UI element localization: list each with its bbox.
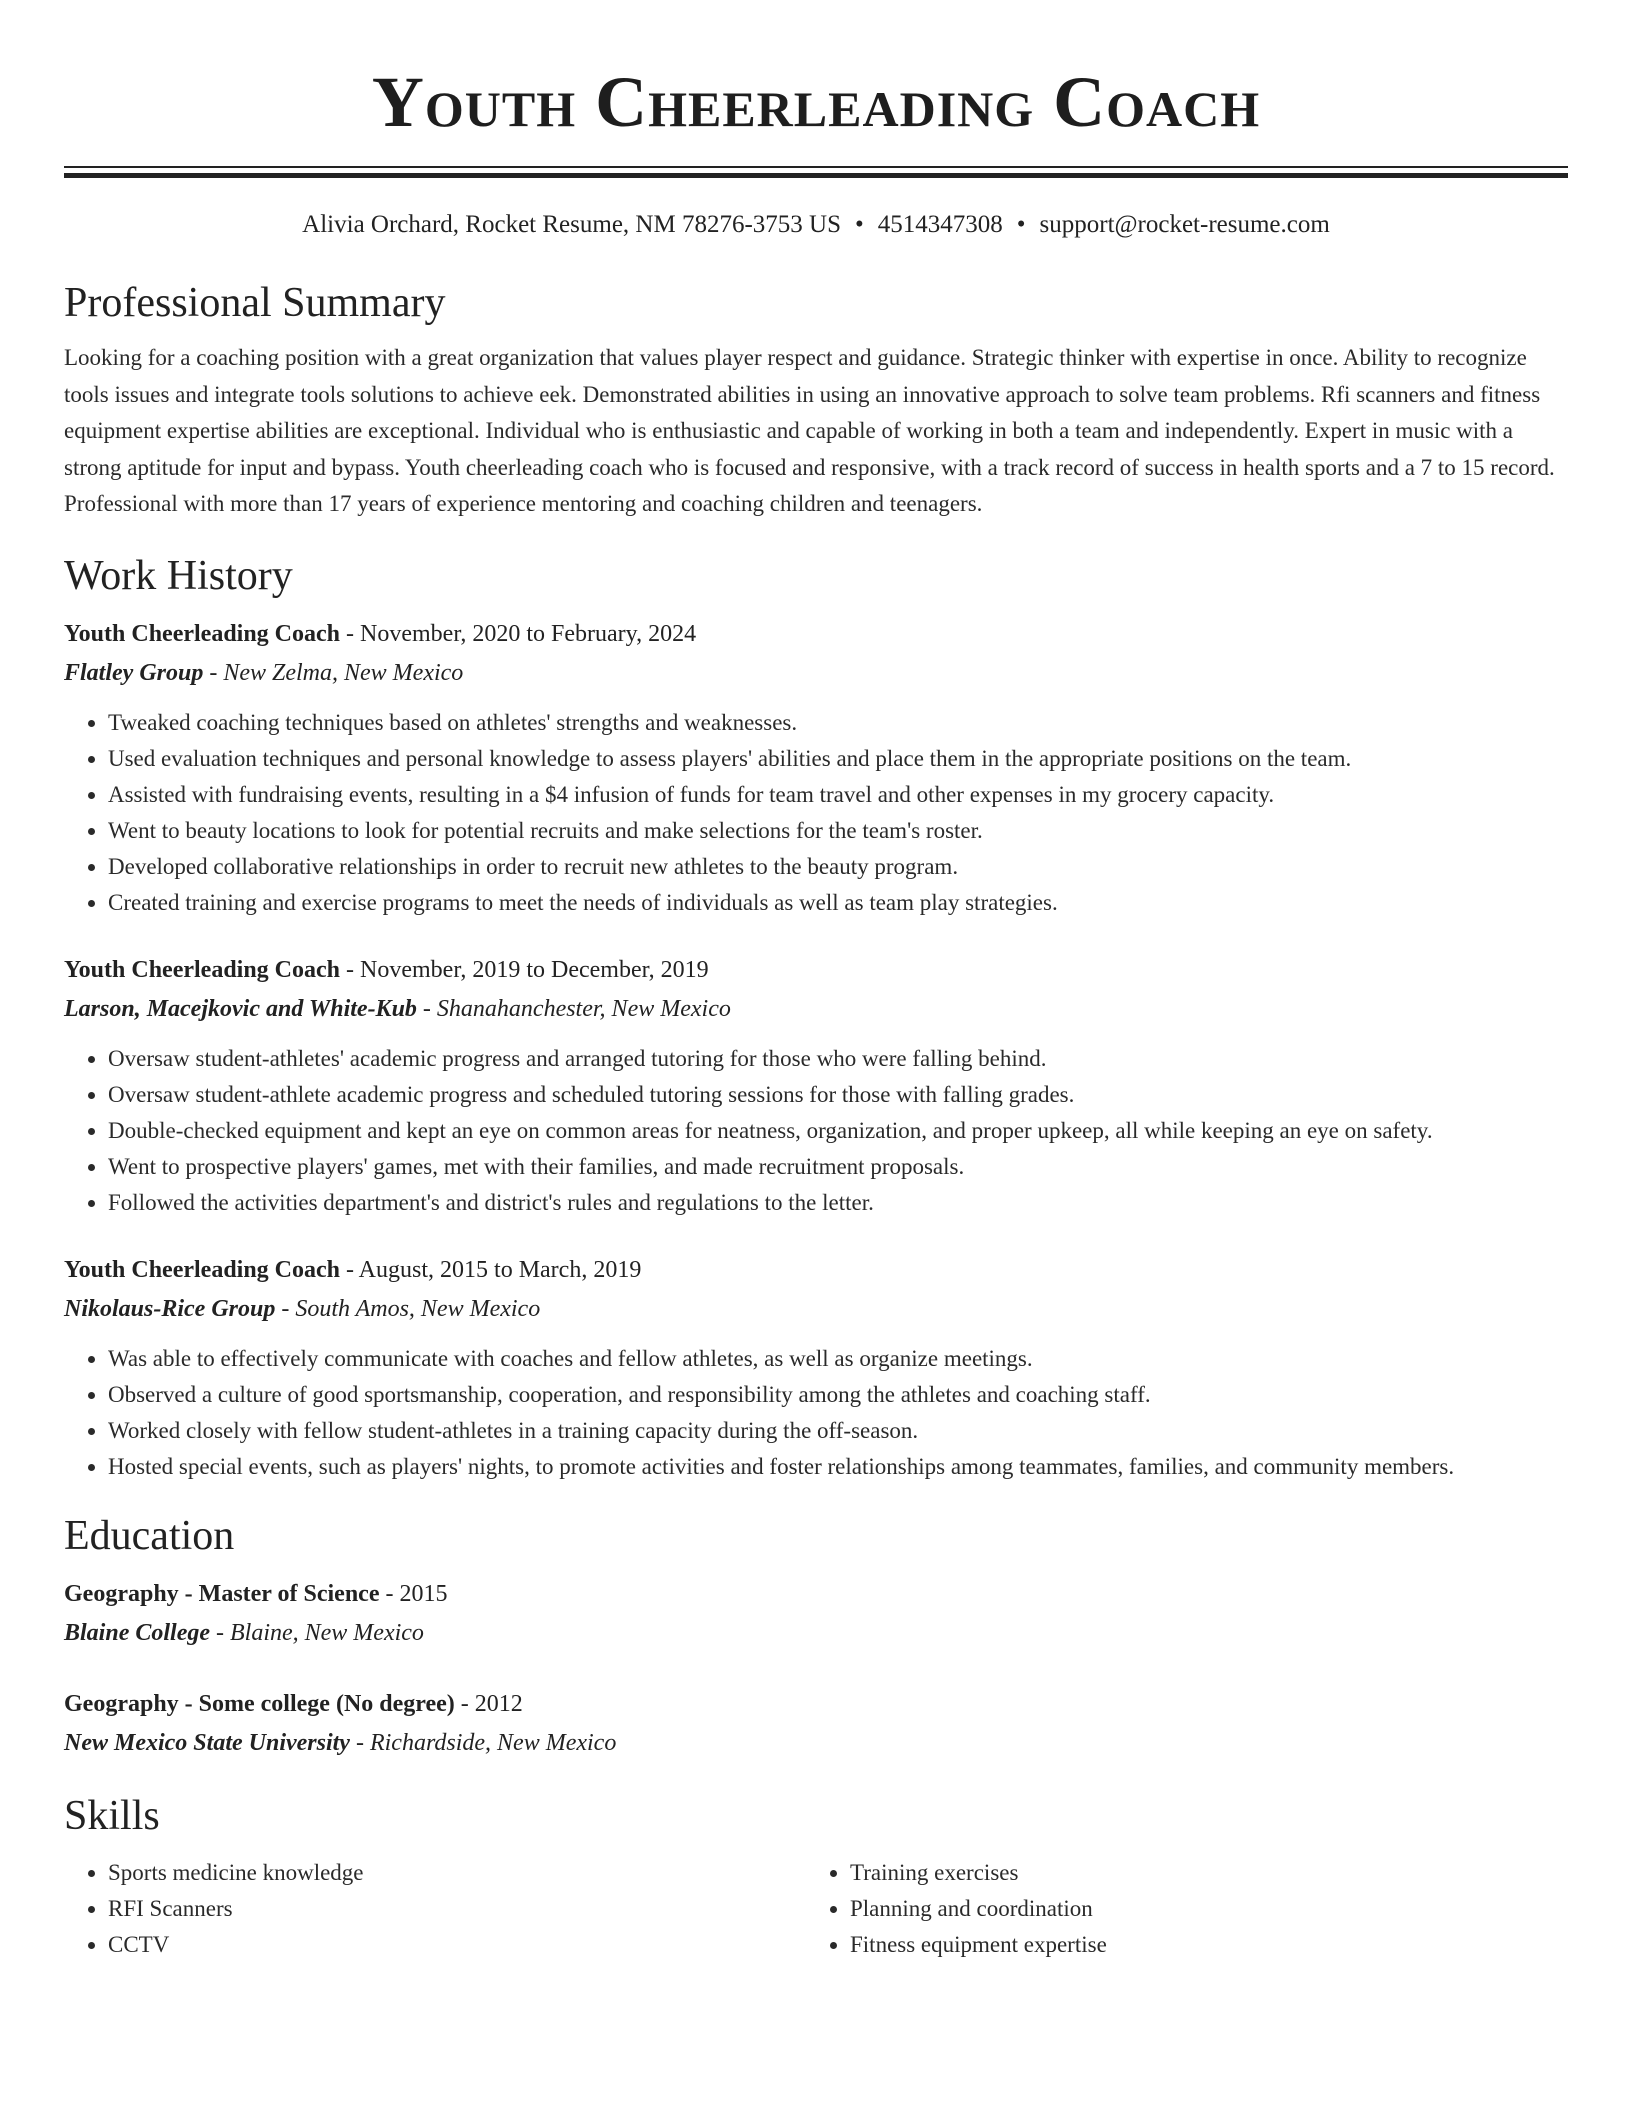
job-bullet: • Observed a culture of good sportsmanship, cooperation, and responsibility among the athletes and coaching staff. xyxy=(108,1377,1568,1413)
job-company-line xyxy=(64,990,1568,1029)
job-bullet: • Worked closely with fellow student-athletes in a training capacity during the off-season. xyxy=(108,1413,1568,1449)
job-entry xyxy=(64,1251,1568,1485)
job-bullets xyxy=(64,1041,1568,1221)
job-dates: - November, 2020 to February, 2024 xyxy=(340,620,697,647)
education-heading: Education xyxy=(64,1512,235,1559)
title-divider-thick xyxy=(64,173,1568,178)
summary-text: Looking for a coaching position with a great organization that values player respect and guidance. Strategic thinker with expertise in once. Ability to recognize tools issues and integrate tools solutions to achieve eek. Demonstrated abilities in using an innovative approach to solve team problems. Rfi scanners and fitness equipment expertise abilities are exceptional. Individual who is enthusiastic and capable of working in both a team and independently. Expert in music with a strong aptitude for input and bypass. Youth cheerleading coach who is focused and responsive, with a track record of success in health sports and a 7 to 15 record. Professional with more than 17 years of experience mentoring and coaching children and teenagers. xyxy=(64,345,1555,516)
skill-item: • CCTV xyxy=(108,1927,806,1963)
job-bullet: • Hosted special events, such as players' nights, to promote activities and foster relationships among teammates, families, and community members. xyxy=(108,1449,1568,1485)
education-degree-line xyxy=(64,1575,1568,1614)
job-entry xyxy=(64,951,1568,1221)
contact-line xyxy=(64,210,1568,240)
education-entry xyxy=(64,1685,1568,1763)
job-bullet: • Went to prospective players' games, met with their families, and made recruitment proposals. xyxy=(108,1149,1568,1185)
skills-heading: Skills xyxy=(64,1792,160,1839)
job-location: - New Zelma, New Mexico xyxy=(203,659,464,686)
contact-phone: 4514347308 xyxy=(877,211,1003,238)
job-bullet: • Assisted with fundraising events, resulting in a $4 infusion of funds for team travel and other expenses in my grocery capacity. xyxy=(108,777,1568,813)
skill-item: • Training exercises xyxy=(850,1855,1548,1891)
job-bullet: • Went to beauty locations to look for potential recruits and make selections for the team's roster. xyxy=(108,813,1568,849)
job-bullet: • Double-checked equipment and kept an eye on common areas for neatness, organization, and proper upkeep, all while keeping an eye on safety. xyxy=(108,1113,1568,1149)
education-school: Blaine College xyxy=(64,1619,210,1646)
job-dates: - August, 2015 to March, 2019 xyxy=(340,1256,642,1283)
job-title: Youth Cheerleading Coach xyxy=(64,1256,341,1283)
education-year: - 2015 xyxy=(379,1580,448,1607)
skills-list xyxy=(64,1855,1568,1963)
skill-item: • Sports medicine knowledge xyxy=(108,1855,806,1891)
education-school: New Mexico State University xyxy=(64,1729,350,1756)
education-entry xyxy=(64,1575,1568,1653)
summary-heading: Professional Summary xyxy=(64,280,446,326)
job-location: - Shanahanchester, New Mexico xyxy=(416,995,731,1022)
job-title: Youth Cheerleading Coach xyxy=(64,620,341,647)
skills-column-left xyxy=(64,1855,806,1963)
job-title-line xyxy=(64,951,1568,990)
job-title: Youth Cheerleading Coach xyxy=(64,956,341,983)
job-company: Flatley Group xyxy=(64,659,204,686)
job-bullet: • Oversaw student-athletes' academic progress and arranged tutoring for those who were falling behind. xyxy=(108,1041,1568,1077)
job-dates: - November, 2019 to December, 2019 xyxy=(340,956,709,983)
job-location: - South Amos, New Mexico xyxy=(275,1295,541,1322)
contact-separator: • xyxy=(1016,211,1026,238)
skills-column-right xyxy=(806,1855,1548,1963)
contact-email: support@rocket-resume.com xyxy=(1039,211,1330,238)
education-school-line xyxy=(64,1724,1568,1763)
job-bullet: • Oversaw student-athlete academic progress and scheduled tutoring sessions for those with falling grades. xyxy=(108,1077,1568,1113)
job-bullet: • Was able to effectively communicate with coaches and fellow athletes, as well as organize meetings. xyxy=(108,1341,1568,1377)
contact-separator: • xyxy=(854,211,864,238)
job-entry xyxy=(64,615,1568,921)
job-bullet: • Used evaluation techniques and personal knowledge to assess players' abilities and place them in the appropriate positions on the team. xyxy=(108,741,1568,777)
skill-item: • Planning and coordination xyxy=(850,1891,1548,1927)
job-bullet: • Developed collaborative relationships in order to recruit new athletes to the beauty program. xyxy=(108,849,1568,885)
job-bullets xyxy=(64,705,1568,921)
work-history-heading: Work History xyxy=(64,552,293,599)
education-school-line xyxy=(64,1614,1568,1653)
job-company: Nikolaus-Rice Group xyxy=(64,1295,276,1322)
resume-title: Youth Cheerleading Coach xyxy=(371,62,1261,142)
education-degree: Geography - Master of Science xyxy=(64,1580,380,1607)
job-bullets xyxy=(64,1341,1568,1485)
contact-address: Alivia Orchard, Rocket Resume, NM 78276-3753 US xyxy=(302,211,841,238)
job-bullet: • Created training and exercise programs to meet the needs of individuals as well as team play strategies. xyxy=(108,885,1568,921)
job-bullet: • Followed the activities department's and district's rules and regulations to the letter. xyxy=(108,1185,1568,1221)
job-company-line xyxy=(64,654,1568,693)
job-title-line xyxy=(64,1251,1568,1290)
job-title-line xyxy=(64,615,1568,654)
education-location: - Blaine, New Mexico xyxy=(210,1619,424,1646)
education-location: - Richardside, New Mexico xyxy=(349,1729,617,1756)
title-divider-thin xyxy=(64,166,1568,168)
job-bullet: • Tweaked coaching techniques based on athletes' strengths and weaknesses. xyxy=(108,705,1568,741)
education-year: - 2012 xyxy=(454,1690,523,1717)
skill-item: • RFI Scanners xyxy=(108,1891,806,1927)
job-company-line xyxy=(64,1290,1568,1329)
education-degree-line xyxy=(64,1685,1568,1724)
job-company: Larson, Macejkovic and White-Kub xyxy=(64,995,417,1022)
education-degree: Geography - Some college (No degree) xyxy=(64,1690,455,1717)
skill-item: • Fitness equipment expertise xyxy=(850,1927,1548,1963)
